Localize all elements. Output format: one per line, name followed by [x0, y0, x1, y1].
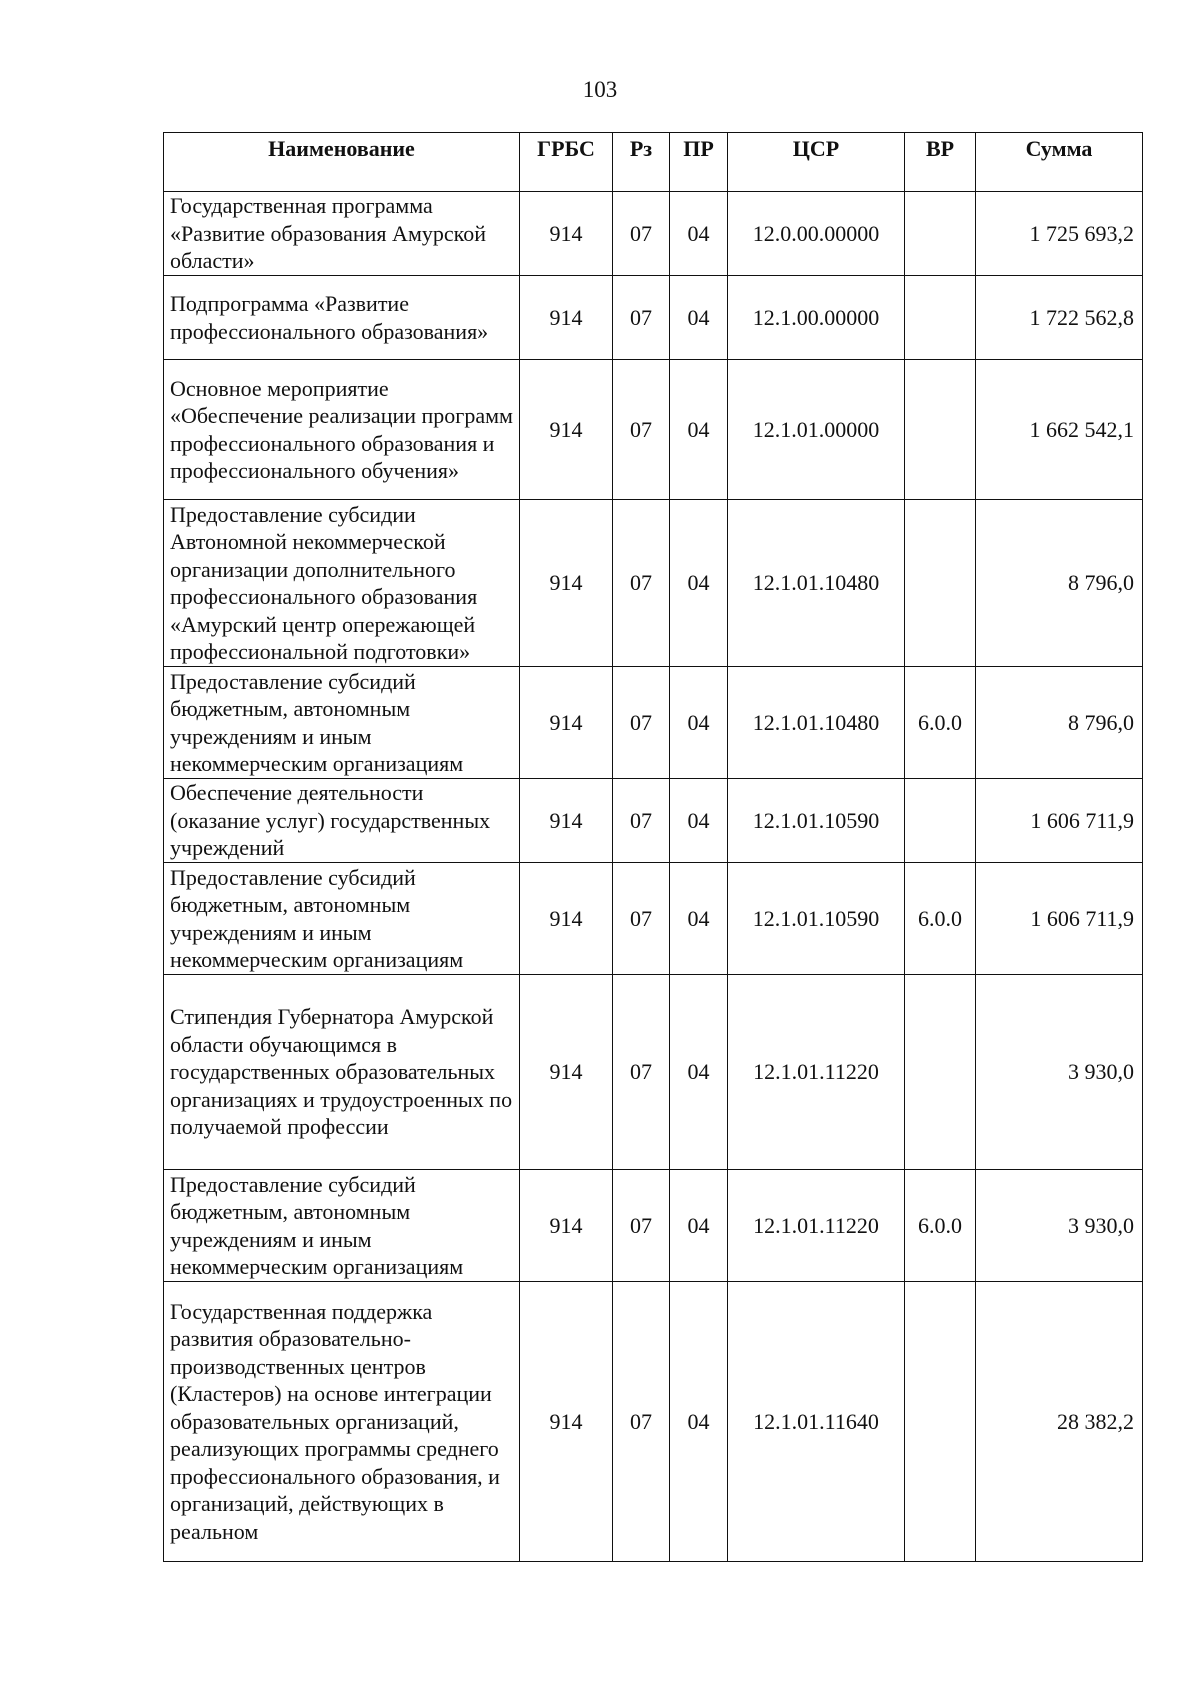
row-rz: 07	[613, 360, 670, 500]
row-sum: 1 725 693,2	[976, 192, 1143, 276]
row-grbs: 914	[520, 360, 613, 500]
row-grbs: 914	[520, 1170, 613, 1282]
row-rz: 07	[613, 500, 670, 667]
row-vr	[905, 500, 976, 667]
row-rz: 07	[613, 667, 670, 779]
row-pr: 04	[670, 779, 728, 863]
row-pr: 04	[670, 360, 728, 500]
header-name: Наименование	[164, 133, 520, 192]
row-sum: 1 722 562,8	[976, 276, 1143, 360]
row-grbs: 914	[520, 276, 613, 360]
row-pr: 04	[670, 667, 728, 779]
row-name: Предоставление субсидий бюджетным, автономным учреждениям и иным некоммерческим организациям	[164, 667, 520, 779]
row-vr	[905, 276, 976, 360]
table-row	[164, 863, 1143, 975]
row-pr: 04	[670, 1282, 728, 1562]
row-vr: 6.0.0	[905, 1170, 976, 1282]
row-rz: 07	[613, 1170, 670, 1282]
row-grbs: 914	[520, 667, 613, 779]
row-sum: 1 606 711,9	[976, 863, 1143, 975]
row-sum: 3 930,0	[976, 1170, 1143, 1282]
header-sum: Сумма	[976, 133, 1143, 192]
row-pr: 04	[670, 975, 728, 1170]
header-csr: ЦСР	[728, 133, 905, 192]
row-rz: 07	[613, 779, 670, 863]
row-csr: 12.1.00.00000	[728, 276, 905, 360]
row-csr: 12.1.01.00000	[728, 360, 905, 500]
page-number: 103	[582, 77, 618, 102]
row-vr	[905, 975, 976, 1170]
row-csr: 12.1.01.10590	[728, 863, 905, 975]
row-sum: 3 930,0	[976, 975, 1143, 1170]
row-csr: 12.0.00.00000	[728, 192, 905, 276]
table-row	[164, 192, 1143, 276]
row-grbs: 914	[520, 975, 613, 1170]
row-vr: 6.0.0	[905, 667, 976, 779]
row-vr: 6.0.0	[905, 863, 976, 975]
table-row	[164, 975, 1143, 1170]
header-vr: ВР	[905, 133, 976, 192]
row-name: Государственная поддержка развития образовательно-производственных центров (Кластеров) на основе интеграции образовательных организаций, реализующих программы среднего профессионального образования, и организаций, действующих в реальном	[164, 1282, 520, 1562]
row-grbs: 914	[520, 500, 613, 667]
row-rz: 07	[613, 192, 670, 276]
table-body	[164, 192, 1143, 1562]
row-name: Предоставление субсидий бюджетным, автономным учреждениям и иным некоммерческим организациям	[164, 863, 520, 975]
row-name: Предоставление субсидий бюджетным, автономным учреждениям и иным некоммерческим организациям	[164, 1170, 520, 1282]
row-csr: 12.1.01.11640	[728, 1282, 905, 1562]
row-name: Основное мероприятие «Обеспечение реализации программ профессионального образования и профессионального обучения»	[164, 360, 520, 500]
row-rz: 07	[613, 1282, 670, 1562]
table-row	[164, 360, 1143, 500]
row-sum: 28 382,2	[976, 1282, 1143, 1562]
header-pr: ПР	[670, 133, 728, 192]
header-row	[164, 133, 1143, 192]
row-name: Предоставление субсидии Автономной некоммерческой организации дополнительного профессионального образования «Амурский центр опережающей профессиональной подготовки»	[164, 500, 520, 667]
row-grbs: 914	[520, 779, 613, 863]
row-rz: 07	[613, 863, 670, 975]
table-row	[164, 667, 1143, 779]
row-vr	[905, 1282, 976, 1562]
row-name: Стипендия Губернатора Амурской области обучающимся в государственных образовательных организациях и трудоустроенных по получаемой профессии	[164, 975, 520, 1170]
row-vr	[905, 779, 976, 863]
table-row	[164, 500, 1143, 667]
row-name: Обеспечение деятельности (оказание услуг) государственных учреждений	[164, 779, 520, 863]
table-row	[164, 276, 1143, 360]
row-csr: 12.1.01.11220	[728, 975, 905, 1170]
row-pr: 04	[670, 1170, 728, 1282]
header-rz: Рз	[613, 133, 670, 192]
row-csr: 12.1.01.10480	[728, 500, 905, 667]
row-pr: 04	[670, 276, 728, 360]
row-rz: 07	[613, 276, 670, 360]
row-grbs: 914	[520, 192, 613, 276]
row-pr: 04	[670, 500, 728, 667]
row-sum: 8 796,0	[976, 667, 1143, 779]
table-row	[164, 1170, 1143, 1282]
row-sum: 1 662 542,1	[976, 360, 1143, 500]
row-vr	[905, 192, 976, 276]
row-csr: 12.1.01.10590	[728, 779, 905, 863]
row-sum: 8 796,0	[976, 500, 1143, 667]
row-csr: 12.1.01.10480	[728, 667, 905, 779]
table-header	[164, 133, 1143, 192]
table-row	[164, 1282, 1143, 1562]
row-rz: 07	[613, 975, 670, 1170]
header-grbs: ГРБС	[520, 133, 613, 192]
row-name: Подпрограмма «Развитие профессионального образования»	[164, 276, 520, 360]
budget-table	[163, 132, 1143, 1562]
table-row	[164, 779, 1143, 863]
row-pr: 04	[670, 863, 728, 975]
row-grbs: 914	[520, 1282, 613, 1562]
row-name: Государственная программа «Развитие образования Амурской области»	[164, 192, 520, 276]
row-sum: 1 606 711,9	[976, 779, 1143, 863]
row-grbs: 914	[520, 863, 613, 975]
row-vr	[905, 360, 976, 500]
row-csr: 12.1.01.11220	[728, 1170, 905, 1282]
row-pr: 04	[670, 192, 728, 276]
